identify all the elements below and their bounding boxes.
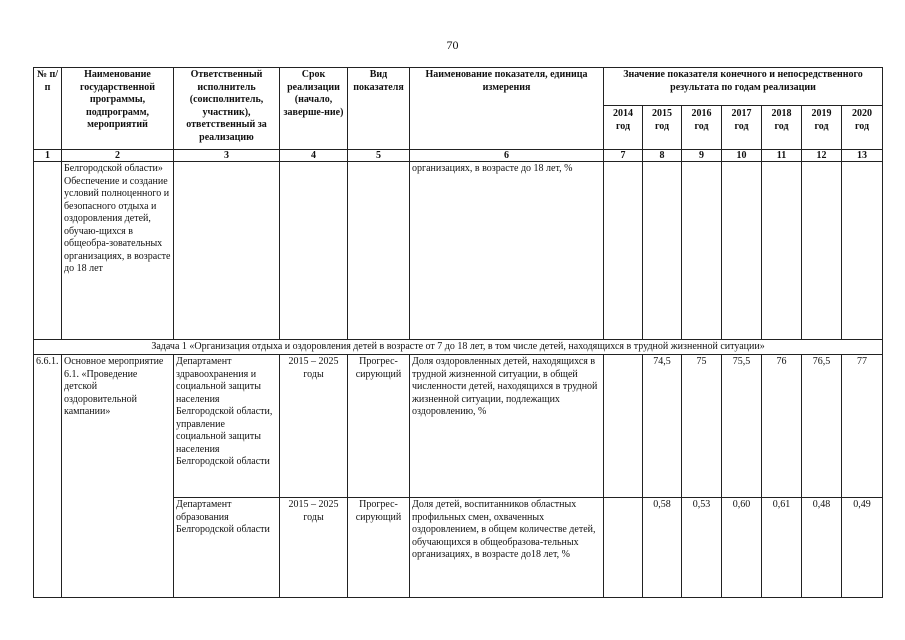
task-title: Задача 1 «Организация отдыха и оздоровления детей в возрасте от 7 до 18 лет, в том числе детей, находящихся в трудной жизненной ситуации»: [34, 340, 883, 355]
header-values-group: Значение показателя конечного и непосредственного результата по годам реализации: [604, 68, 883, 106]
row-value-2020: 0,49: [842, 498, 883, 598]
row-indicator-name: Доля оздоровленных детей, находящихся в трудной жизненной ситуации, в общей численности детей, находящихся в трудной жизненной ситуации, подлежащих оздоровлению, %: [410, 355, 604, 498]
row-value-2016: 0,53: [682, 498, 722, 598]
column-number: 7: [604, 150, 643, 162]
row-value-2019: 0,48: [802, 498, 842, 598]
indicator-table: [33, 67, 883, 598]
column-number: 8: [643, 150, 682, 162]
column-number: 6: [410, 150, 604, 162]
row-indicator-name: Доля детей, воспитанников областных профильных смен, охваченных оздоровлением, в общем количестве детей, обучающихся в общеобразова-тельных организациях, в возрасте до18 лет, %: [410, 498, 604, 598]
row-indicator-kind: Прогрес-сирующий: [348, 498, 410, 598]
header-indicator-kind: Вид показателя: [348, 68, 410, 150]
header-term: Срок реализации (начало, заверше-ние): [280, 68, 348, 150]
continuation-responsible-cell: [174, 162, 280, 340]
column-number: 9: [682, 150, 722, 162]
measure-number: 6.6.1.: [34, 355, 62, 598]
value-cell: [842, 162, 883, 340]
header-year-2016: 2016 год: [682, 106, 722, 150]
row-value-2015: 0,58: [643, 498, 682, 598]
continuation-program-name: Белгородской области» Обеспечение и создание условий полноценного и безопасного отдыха и оздоровления детей, обучаю-щихся в общеобра-зовательных организациях, в возрасте до 18 лет: [62, 162, 174, 340]
page-number: 70: [446, 38, 459, 52]
column-number: 12: [802, 150, 842, 162]
row-value-2017: 75,5: [722, 355, 762, 498]
row-responsible: Департамент образования Белгородской области: [174, 498, 280, 598]
continuation-row: [34, 162, 883, 340]
row-value-2015: 74,5: [643, 355, 682, 498]
row-value-2019: 76,5: [802, 355, 842, 498]
header-number: № п/п: [34, 68, 62, 150]
measure-name: Основное мероприятие 6.1. «Проведение детской оздоровительной кампании»: [62, 355, 174, 598]
value-cell: [802, 162, 842, 340]
row-value-2018: 76: [762, 355, 802, 498]
row-term: 2015 – 2025 годы: [280, 498, 348, 598]
header-responsible: Ответственный исполнитель (соисполнитель, участник), ответственный за реализацию: [174, 68, 280, 150]
column-number: 1: [34, 150, 62, 162]
header-program-name: Наименование государственной программы, подпрограмм, мероприятий: [62, 68, 174, 150]
column-number: 2: [62, 150, 174, 162]
task-row: [34, 340, 883, 355]
header-year-2019: 2019 год: [802, 106, 842, 150]
continuation-number-cell: [34, 162, 62, 340]
continuation-term-cell: [280, 162, 348, 340]
row-indicator-kind: Прогрес-сирующий: [348, 355, 410, 498]
value-cell: [682, 162, 722, 340]
value-cell: [722, 162, 762, 340]
column-number: 10: [722, 150, 762, 162]
header-row-1: [34, 68, 883, 106]
row-term: 2015 – 2025 годы: [280, 355, 348, 498]
column-number: 3: [174, 150, 280, 162]
row-value-2014: [604, 498, 643, 598]
header-year-2018: 2018 год: [762, 106, 802, 150]
row-responsible: Департамент здравоохранения и социальной защиты населения Белгородской области, управление социальной защиты населения Белгородской области: [174, 355, 280, 498]
row-value-2020: 77: [842, 355, 883, 498]
table-row: [34, 355, 883, 498]
header-year-2015: 2015 год: [643, 106, 682, 150]
row-value-2014: [604, 355, 643, 498]
value-cell: [762, 162, 802, 340]
value-cell: [604, 162, 643, 340]
row-value-2017: 0,60: [722, 498, 762, 598]
column-number: 11: [762, 150, 802, 162]
row-value-2018: 0,61: [762, 498, 802, 598]
row-value-2016: 75: [682, 355, 722, 498]
value-cell: [643, 162, 682, 340]
continuation-kind-cell: [348, 162, 410, 340]
column-number: 5: [348, 150, 410, 162]
header-indicator-name: Наименование показателя, единица измерения: [410, 68, 604, 150]
header-year-2014: 2014 год: [604, 106, 643, 150]
column-number: 13: [842, 150, 883, 162]
column-numbers-row: [34, 150, 883, 162]
continuation-indicator: организациях, в возрасте до 18 лет, %: [410, 162, 604, 340]
header-year-2020: 2020 год: [842, 106, 883, 150]
column-number: 4: [280, 150, 348, 162]
header-year-2017: 2017 год: [722, 106, 762, 150]
